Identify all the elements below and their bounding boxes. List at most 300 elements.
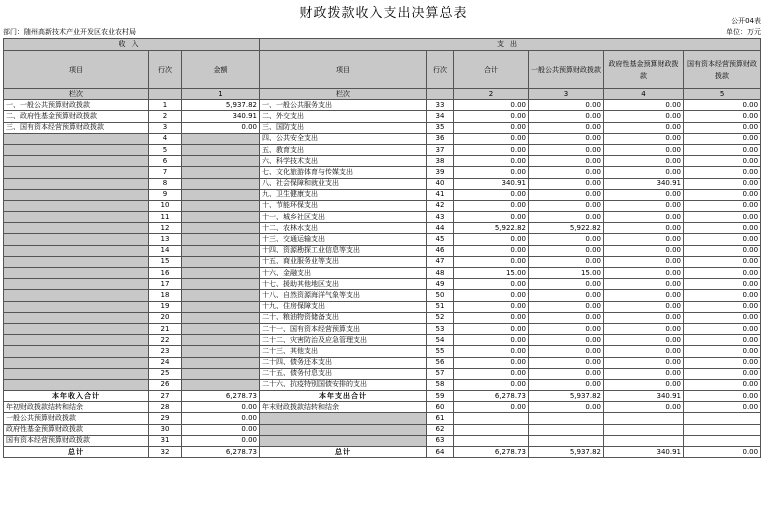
expense-state-cell: 0.00 [684, 200, 761, 211]
expense-state-cell: 0.00 [684, 111, 761, 122]
table-row [4, 256, 761, 267]
table-row [4, 223, 761, 234]
expense-general-cell: 0.00 [529, 402, 604, 413]
expense-item-cell: 二十一、国有资本经营预算支出 [260, 323, 427, 334]
expense-total-cell: 0.00 [454, 200, 529, 211]
income-item-cell [4, 312, 149, 323]
table-row [4, 357, 761, 368]
income-item-cell [4, 346, 149, 357]
carry-row [4, 435, 761, 446]
expense-state-cell: 0.00 [684, 178, 761, 189]
expense-general-cell: 0.00 [529, 234, 604, 245]
income-item-cell: 总计 [4, 447, 149, 458]
expense-total-cell: 0.00 [454, 189, 529, 200]
income-row-number: 16 [149, 268, 182, 279]
expense-row-number: 61 [427, 413, 454, 424]
income-amount-cell: 340.91 [182, 111, 260, 122]
expense-total-cell [454, 435, 529, 446]
expense-item-cell: 二十五、债务付息支出 [260, 368, 427, 379]
expense-total-cell: 0.00 [454, 100, 529, 111]
expense-state-cell: 0.00 [684, 100, 761, 111]
expense-state-cell: 0.00 [684, 323, 761, 334]
income-row-number: 31 [149, 435, 182, 446]
expense-row-number: 37 [427, 144, 454, 155]
expense-total-cell: 0.00 [454, 357, 529, 368]
table-row [4, 111, 761, 122]
expense-general-cell [529, 413, 604, 424]
expense-fund-cell: 0.00 [604, 268, 684, 279]
income-item-cell [4, 368, 149, 379]
expense-item-cell: 二十四、债务还本支出 [260, 357, 427, 368]
expense-total-cell: 0.00 [454, 111, 529, 122]
expense-row-number: 46 [427, 245, 454, 256]
expense-total-cell: 0.00 [454, 346, 529, 357]
table-row [4, 245, 761, 256]
expense-item-cell [260, 424, 427, 435]
col-total: 合计 [454, 51, 529, 89]
expense-fund-cell [604, 424, 684, 435]
expense-fund-cell: 0.00 [604, 279, 684, 290]
expense-item-cell: 十七、援助其他地区支出 [260, 279, 427, 290]
expense-general-cell: 0.00 [529, 357, 604, 368]
table-row [4, 279, 761, 290]
expense-item-cell: 二十二、灾害防治及应急管理支出 [260, 335, 427, 346]
expense-state-cell: 0.00 [684, 391, 761, 402]
expense-general-cell [529, 424, 604, 435]
expense-state-cell: 0.00 [684, 357, 761, 368]
income-row-number: 1 [149, 100, 182, 111]
table-row [4, 368, 761, 379]
expense-state-cell: 0.00 [684, 379, 761, 390]
expense-total-cell: 5,922.82 [454, 223, 529, 234]
expense-row-number: 33 [427, 100, 454, 111]
expense-state-cell: 0.00 [684, 156, 761, 167]
expense-fund-cell: 0.00 [604, 212, 684, 223]
expense-total-cell: 0.00 [454, 335, 529, 346]
income-amount-cell [182, 301, 260, 312]
col-row2: 行次 [427, 51, 454, 89]
expense-general-cell: 0.00 [529, 178, 604, 189]
expense-general-cell: 0.00 [529, 301, 604, 312]
expense-item-cell [260, 413, 427, 424]
expense-general-cell: 0.00 [529, 346, 604, 357]
income-row-number: 27 [149, 391, 182, 402]
index-3: 3 [529, 89, 604, 100]
expense-fund-cell: 0.00 [604, 111, 684, 122]
expense-total-cell: 0.00 [454, 279, 529, 290]
table-number: 公开04表 [731, 17, 761, 25]
income-item-cell [4, 212, 149, 223]
col-item: 项目 [4, 51, 149, 89]
expense-total-cell: 0.00 [454, 167, 529, 178]
expense-total-cell: 6,278.73 [454, 391, 529, 402]
expense-total-cell: 0.00 [454, 256, 529, 267]
expense-fund-cell: 0.00 [604, 402, 684, 413]
expense-item-cell: 八、社会保障和就业支出 [260, 178, 427, 189]
expense-total-cell: 15.00 [454, 268, 529, 279]
table-row [4, 212, 761, 223]
income-row-number: 18 [149, 290, 182, 301]
income-item-cell [4, 144, 149, 155]
expense-fund-cell: 0.00 [604, 156, 684, 167]
expense-total-cell: 0.00 [454, 245, 529, 256]
income-amount-cell: 6,278.73 [182, 391, 260, 402]
expense-fund-cell: 0.00 [604, 144, 684, 155]
col-row: 行次 [149, 51, 182, 89]
expense-general-cell: 0.00 [529, 323, 604, 334]
income-amount-cell [182, 212, 260, 223]
expense-state-cell: 0.00 [684, 133, 761, 144]
income-row-number: 5 [149, 144, 182, 155]
index-5: 5 [684, 89, 761, 100]
report-title: 财政拨款收入支出决算总表 [299, 6, 468, 21]
table-row [4, 379, 761, 390]
expense-total-cell: 0.00 [454, 368, 529, 379]
income-item-cell [4, 178, 149, 189]
expense-total-cell: 0.00 [454, 234, 529, 245]
index-2: 2 [454, 89, 529, 100]
expense-general-cell: 0.00 [529, 368, 604, 379]
carry-row [4, 413, 761, 424]
income-row-number: 10 [149, 200, 182, 211]
expense-general-cell: 0.00 [529, 379, 604, 390]
carry-row [4, 402, 761, 413]
expense-state-cell: 0.00 [684, 234, 761, 245]
expense-row-number: 41 [427, 189, 454, 200]
income-item-cell: 本年收入合计 [4, 391, 149, 402]
expense-item-cell: 九、卫生健康支出 [260, 189, 427, 200]
expense-row-number: 35 [427, 122, 454, 133]
expense-item-cell: 十四、资源勘探工业信息等支出 [260, 245, 427, 256]
subtotal-row [4, 391, 761, 402]
expense-fund-cell: 0.00 [604, 335, 684, 346]
income-item-cell [4, 335, 149, 346]
expense-total-cell: 0.00 [454, 212, 529, 223]
expense-row-number: 63 [427, 435, 454, 446]
expense-item-cell: 十九、住房保障支出 [260, 301, 427, 312]
income-row-number: 4 [149, 133, 182, 144]
income-row-number: 24 [149, 357, 182, 368]
income-row-number: 12 [149, 223, 182, 234]
expense-total-cell: 0.00 [454, 312, 529, 323]
income-amount-cell [182, 346, 260, 357]
expense-general-cell [529, 435, 604, 446]
expense-total-cell: 0.00 [454, 379, 529, 390]
expense-row-number: 52 [427, 312, 454, 323]
table-row [4, 156, 761, 167]
income-amount-cell: 0.00 [182, 402, 260, 413]
income-amount-cell [182, 156, 260, 167]
expense-item-cell: 五、教育支出 [260, 144, 427, 155]
expense-item-cell: 十三、交通运输支出 [260, 234, 427, 245]
index-label2: 栏次 [260, 89, 427, 100]
expense-general-cell: 5,922.82 [529, 223, 604, 234]
expense-fund-cell: 0.00 [604, 167, 684, 178]
expense-total-cell: 6,278.73 [454, 447, 529, 458]
income-row-number: 22 [149, 335, 182, 346]
income-item-cell [4, 156, 149, 167]
expense-fund-cell: 340.91 [604, 391, 684, 402]
expense-fund-cell [604, 435, 684, 446]
index-row [4, 89, 761, 100]
income-amount-cell [182, 178, 260, 189]
expense-row-number: 60 [427, 402, 454, 413]
expense-state-cell: 0.00 [684, 189, 761, 200]
income-item-cell: 年初财政拨款结转和结余 [4, 402, 149, 413]
expense-item-cell: 七、文化旅游体育与传媒支出 [260, 167, 427, 178]
expense-item-cell [260, 435, 427, 446]
expense-item-cell: 一、一般公共服务支出 [260, 100, 427, 111]
section-header-row [4, 39, 761, 51]
income-row-number: 7 [149, 167, 182, 178]
expense-row-number: 45 [427, 234, 454, 245]
expense-general-cell: 0.00 [529, 100, 604, 111]
expense-row-number: 55 [427, 346, 454, 357]
expense-total-cell: 0.00 [454, 156, 529, 167]
expense-state-cell: 0.00 [684, 301, 761, 312]
expense-row-number: 44 [427, 223, 454, 234]
income-item-cell: 国有资本经营预算财政拨款 [4, 435, 149, 446]
expense-state-cell [684, 424, 761, 435]
expense-fund-cell [604, 413, 684, 424]
table-row [4, 346, 761, 357]
income-row-number: 3 [149, 122, 182, 133]
expense-general-cell: 0.00 [529, 133, 604, 144]
grand-total-row [4, 447, 761, 458]
expense-general-cell: 0.00 [529, 212, 604, 223]
expense-row-number: 58 [427, 379, 454, 390]
expense-state-cell: 0.00 [684, 290, 761, 301]
expense-state-cell: 0.00 [684, 212, 761, 223]
income-item-cell [4, 167, 149, 178]
expense-item-cell: 六、科学技术支出 [260, 156, 427, 167]
income-item-cell: 三、国有资本经营预算财政拨款 [4, 122, 149, 133]
expense-general-cell: 0.00 [529, 245, 604, 256]
expense-general-cell: 0.00 [529, 156, 604, 167]
expense-item-cell: 十六、金融支出 [260, 268, 427, 279]
expense-general-cell: 0.00 [529, 279, 604, 290]
income-row-number: 25 [149, 368, 182, 379]
expense-row-number: 43 [427, 212, 454, 223]
expense-row-number: 64 [427, 447, 454, 458]
expense-general-cell: 0.00 [529, 290, 604, 301]
expense-row-number: 62 [427, 424, 454, 435]
expense-general-cell: 5,937.82 [529, 391, 604, 402]
income-item-cell [4, 279, 149, 290]
expense-state-cell: 0.00 [684, 144, 761, 155]
expense-item-cell: 三、国防支出 [260, 122, 427, 133]
income-amount-cell [182, 268, 260, 279]
expense-total-cell: 0.00 [454, 402, 529, 413]
expense-fund-cell: 0.00 [604, 256, 684, 267]
income-row-number: 13 [149, 234, 182, 245]
expense-section-header: 支出 [260, 39, 761, 51]
income-item-cell [4, 256, 149, 267]
income-row-number: 23 [149, 346, 182, 357]
expense-general-cell: 0.00 [529, 167, 604, 178]
expense-row-number: 57 [427, 368, 454, 379]
col-item2: 项目 [260, 51, 427, 89]
expense-row-number: 40 [427, 178, 454, 189]
table-row [4, 100, 761, 111]
expense-total-cell [454, 424, 529, 435]
income-item-cell [4, 245, 149, 256]
expense-state-cell: 0.00 [684, 402, 761, 413]
income-amount-cell: 0.00 [182, 122, 260, 133]
expense-state-cell: 0.00 [684, 223, 761, 234]
income-row-number: 28 [149, 402, 182, 413]
table-row [4, 323, 761, 334]
expense-state-cell [684, 413, 761, 424]
income-item-cell: 政府性基金预算财政拨款 [4, 424, 149, 435]
income-row-number: 30 [149, 424, 182, 435]
expense-general-cell: 0.00 [529, 200, 604, 211]
table-row [4, 167, 761, 178]
expense-row-number: 51 [427, 301, 454, 312]
income-item-cell [4, 379, 149, 390]
expense-state-cell: 0.00 [684, 245, 761, 256]
expense-fund-cell: 0.00 [604, 346, 684, 357]
expense-row-number: 59 [427, 391, 454, 402]
income-item-cell: 二、政府性基金预算财政拨款 [4, 111, 149, 122]
table-row [4, 312, 761, 323]
income-amount-cell: 0.00 [182, 435, 260, 446]
expense-fund-cell: 0.00 [604, 312, 684, 323]
expense-fund-cell: 340.91 [604, 447, 684, 458]
income-item-cell [4, 357, 149, 368]
expense-row-number: 53 [427, 323, 454, 334]
income-amount-cell [182, 234, 260, 245]
income-row-number: 20 [149, 312, 182, 323]
income-section-header: 收入 [4, 39, 260, 51]
income-item-cell [4, 200, 149, 211]
expense-row-number: 54 [427, 335, 454, 346]
income-row-number: 11 [149, 212, 182, 223]
expense-row-number: 34 [427, 111, 454, 122]
income-row-number: 32 [149, 447, 182, 458]
expense-item-cell: 十五、商业服务业等支出 [260, 256, 427, 267]
expense-row-number: 47 [427, 256, 454, 267]
expense-total-cell: 340.91 [454, 178, 529, 189]
index-1: 1 [182, 89, 260, 100]
expense-row-number: 48 [427, 268, 454, 279]
expense-fund-cell: 340.91 [604, 178, 684, 189]
income-row-number: 15 [149, 256, 182, 267]
table-row [4, 189, 761, 200]
income-item-cell [4, 133, 149, 144]
expense-item-cell: 年末财政拨款结转和结余 [260, 402, 427, 413]
expense-total-cell: 0.00 [454, 144, 529, 155]
expense-fund-cell: 0.00 [604, 368, 684, 379]
expense-item-cell: 十、节能环保支出 [260, 200, 427, 211]
income-item-cell [4, 290, 149, 301]
income-amount-cell [182, 223, 260, 234]
expense-state-cell: 0.00 [684, 122, 761, 133]
income-amount-cell: 0.00 [182, 413, 260, 424]
expense-state-cell: 0.00 [684, 447, 761, 458]
department-label: 部门：随州高新技术产业开发区农业农村局 [3, 28, 136, 36]
income-item-cell: 一、一般公共预算财政拨款 [4, 100, 149, 111]
income-amount-cell [182, 256, 260, 267]
expense-total-cell [454, 413, 529, 424]
col-fund: 政府性基金预算财政拨款 [604, 51, 684, 89]
table-row [4, 122, 761, 133]
expense-fund-cell: 0.00 [604, 100, 684, 111]
expense-item-cell: 四、公共安全支出 [260, 133, 427, 144]
expense-total-cell: 0.00 [454, 122, 529, 133]
income-amount-cell [182, 312, 260, 323]
income-amount-cell: 0.00 [182, 424, 260, 435]
expense-state-cell [684, 435, 761, 446]
income-amount-cell [182, 144, 260, 155]
income-amount-cell: 5,937.82 [182, 100, 260, 111]
expense-fund-cell: 0.00 [604, 133, 684, 144]
income-amount-cell [182, 189, 260, 200]
budget-table [3, 38, 761, 458]
expense-state-cell: 0.00 [684, 312, 761, 323]
income-amount-cell [182, 200, 260, 211]
income-amount-cell [182, 245, 260, 256]
index-4: 4 [604, 89, 684, 100]
expense-item-cell: 本年支出合计 [260, 391, 427, 402]
table-row [4, 268, 761, 279]
expense-general-cell: 0.00 [529, 335, 604, 346]
expense-row-number: 56 [427, 357, 454, 368]
expense-general-cell: 0.00 [529, 312, 604, 323]
expense-fund-cell: 0.00 [604, 301, 684, 312]
expense-general-cell: 5,937.82 [529, 447, 604, 458]
income-item-cell [4, 301, 149, 312]
income-amount-cell [182, 290, 260, 301]
table-row [4, 200, 761, 211]
income-item-cell [4, 223, 149, 234]
income-amount-cell [182, 167, 260, 178]
expense-state-cell: 0.00 [684, 368, 761, 379]
expense-total-cell: 0.00 [454, 323, 529, 334]
income-amount-cell [182, 357, 260, 368]
expense-state-cell: 0.00 [684, 346, 761, 357]
income-item-cell: 一般公共预算财政拨款 [4, 413, 149, 424]
income-row-number: 19 [149, 301, 182, 312]
index-label: 栏次 [4, 89, 149, 100]
income-amount-cell [182, 335, 260, 346]
expense-state-cell: 0.00 [684, 335, 761, 346]
income-row-number: 26 [149, 379, 182, 390]
table-row [4, 234, 761, 245]
expense-fund-cell: 0.00 [604, 200, 684, 211]
expense-item-cell: 二十六、抗疫特别国债安排的支出 [260, 379, 427, 390]
table-row [4, 133, 761, 144]
income-item-cell [4, 268, 149, 279]
column-header-row [4, 51, 761, 89]
expense-fund-cell: 0.00 [604, 323, 684, 334]
expense-fund-cell: 0.00 [604, 122, 684, 133]
income-row-number: 9 [149, 189, 182, 200]
expense-fund-cell: 0.00 [604, 223, 684, 234]
income-amount-cell [182, 323, 260, 334]
index-blank [149, 89, 182, 100]
expense-state-cell: 0.00 [684, 256, 761, 267]
expense-general-cell: 0.00 [529, 189, 604, 200]
expense-row-number: 36 [427, 133, 454, 144]
income-amount-cell [182, 368, 260, 379]
income-row-number: 6 [149, 156, 182, 167]
income-item-cell [4, 323, 149, 334]
col-general: 一般公共预算财政拨款 [529, 51, 604, 89]
expense-state-cell: 0.00 [684, 268, 761, 279]
table-row [4, 335, 761, 346]
expense-fund-cell: 0.00 [604, 357, 684, 368]
